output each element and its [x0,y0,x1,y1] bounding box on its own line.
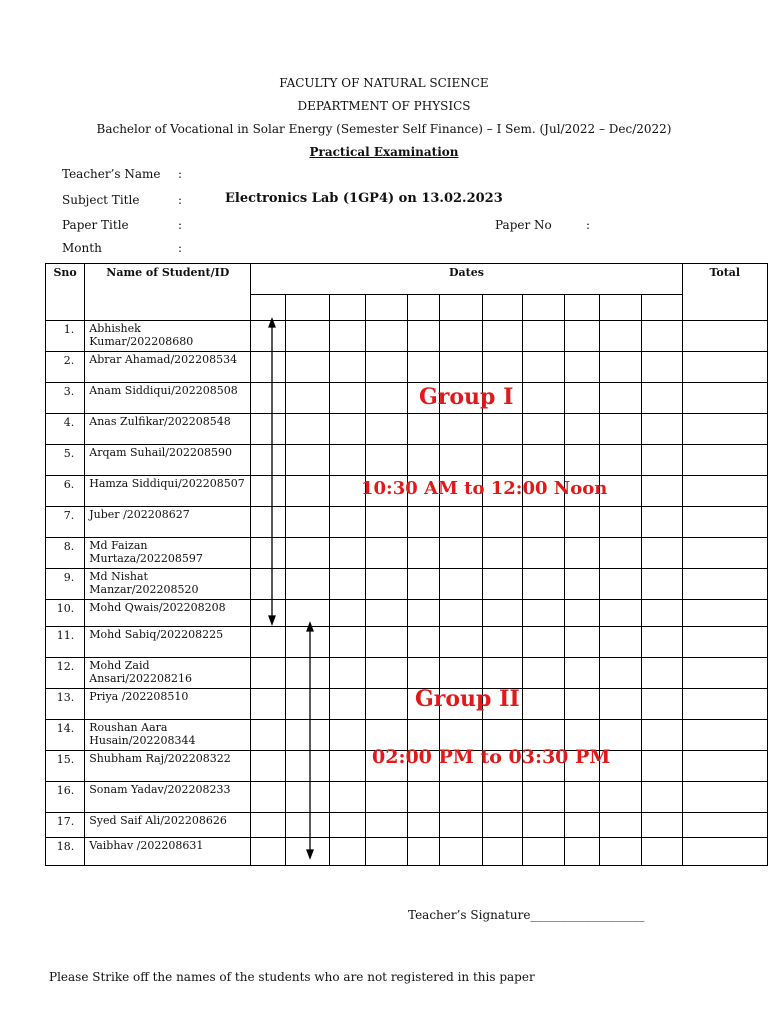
group1-arrow-down-head [269,616,275,624]
total-header: Total [682,264,767,321]
row-sno: 6. [46,476,85,507]
row-student-name: Hamza Siddiqui/202208507 [85,476,251,507]
row-student-name: Mohd Qwais/202208208 [85,600,251,627]
colon: : [178,193,183,207]
row-sno: 14. [46,720,85,751]
row-student-name: Md Faizan Murtaza/202208597 [85,538,251,569]
row-student-name: Md Nishat Manzar/202208520 [85,569,251,600]
group2-label: Group II [415,686,520,712]
row-sno: 18. [46,838,85,866]
row-sno: 8. [46,538,85,569]
faculty-heading: FACULTY OF NATURAL SCIENCE [279,76,489,90]
row-student-name: Abrar Ahamad/202208534 [85,352,251,383]
group1-time: 10:30 AM to 12:00 Noon [361,478,608,499]
row-sno: 2. [46,352,85,383]
teacher-signature: Teacher’s Signature___________________ [408,908,645,922]
subject-title-value: Electronics Lab (1GP4) on 13.02.2023 [225,191,503,206]
subject-title-label: Subject Title [62,193,140,207]
row-student-name: Anas Zulfikar/202208548 [85,414,251,445]
row-sno: 15. [46,751,85,782]
group2-arrow-down-head [307,850,313,858]
row-student-name: Abhishek Kumar/202208680 [85,321,251,352]
paper-no-label: Paper No [495,218,552,232]
row-student-name: Anam Siddiqui/202208508 [85,383,251,414]
row-sno: 12. [46,658,85,689]
row-student-name: Mohd Zaid Ansari/202208216 [85,658,251,689]
row-student-name: Priya /202208510 [85,689,251,720]
department-heading: DEPARTMENT OF PHYSICS [297,99,471,113]
row-student-name: Roushan Aara Husain/202208344 [85,720,251,751]
row-sno: 11. [46,627,85,658]
row-student-name: Arqam Suhail/202208590 [85,445,251,476]
row-sno: 17. [46,813,85,838]
row-sno: 10. [46,600,85,627]
row-sno: 5. [46,445,85,476]
group2-arrow-up-head [307,623,313,631]
row-sno: 7. [46,507,85,538]
group2-time: 02:00 PM to 03:30 PM [372,746,611,768]
row-student-name: Shubham Raj/202208322 [85,751,251,782]
teacher-name-label: Teacher’s Name [62,167,161,181]
month-label: Month [62,241,102,255]
colon: : [178,167,183,181]
row-sno: 16. [46,782,85,813]
row-student-name: Vaibhav /202208631 [85,838,251,866]
exam-heading: Practical Examination [309,145,459,159]
colon: : [178,218,183,232]
group1-arrow-up-head [269,319,275,327]
row-student-name: Juber /202208627 [85,507,251,538]
registration-note: Please Strike off the names of the students who are not registered in this paper [49,970,535,984]
row-student-name: Mohd Sabiq/202208225 [85,627,251,658]
colon: : [178,241,183,255]
dates-header: Dates [251,264,682,295]
group1-label: Group I [419,384,514,410]
row-sno: 9. [46,569,85,600]
row-sno: 1. [46,321,85,352]
programme-heading: Bachelor of Vocational in Solar Energy (Semester Self Finance) – I Sem. (Jul/2022 – Dec/2022) [96,122,672,136]
colon: : [586,218,591,232]
row-sno: 3. [46,383,85,414]
paper-title-label: Paper Title [62,218,129,232]
name-header: Name of Student/ID [85,264,251,321]
row-student-name: Sonam Yadav/202208233 [85,782,251,813]
sno-header: Sno [46,264,85,321]
row-sno: 4. [46,414,85,445]
row-student-name: Syed Saif Ali/202208626 [85,813,251,838]
row-sno: 13. [46,689,85,720]
